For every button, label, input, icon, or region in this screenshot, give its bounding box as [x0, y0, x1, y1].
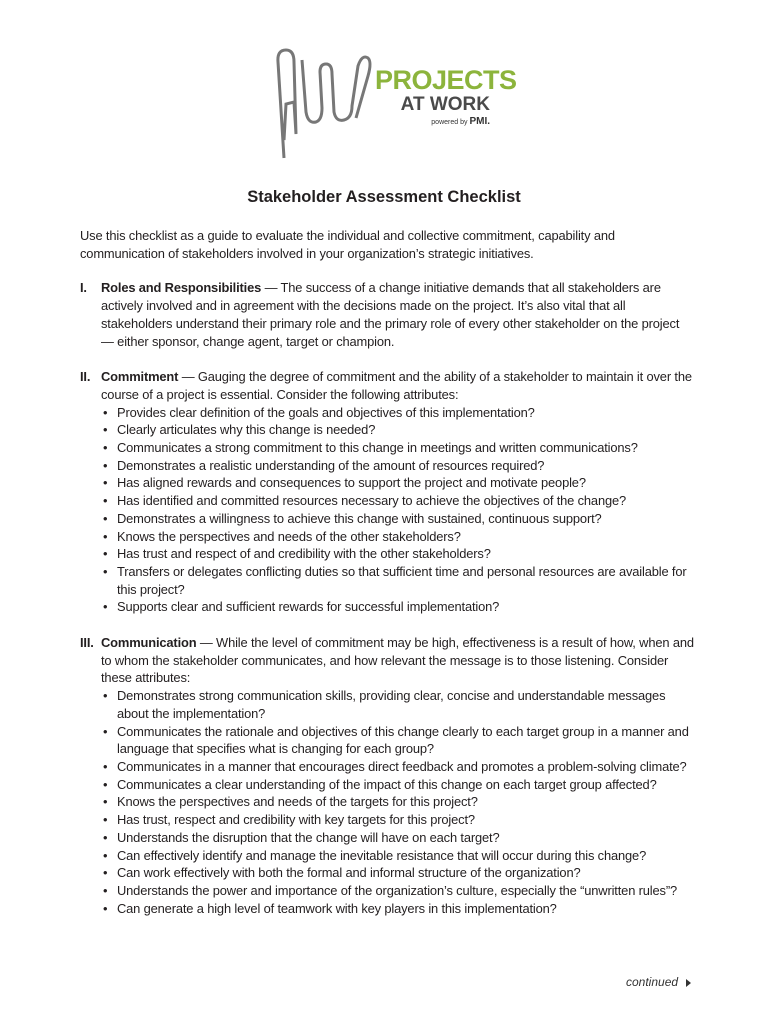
page-title: Stakeholder Assessment Checklist — [247, 188, 521, 206]
checklist-item: • Can generate a high level of teamwork with key players in this implementation? — [101, 900, 695, 918]
checklist-item: • Demonstrates a realistic understanding of the amount of resources required? — [101, 457, 695, 475]
checklist-item: • Can effectively identify and manage the inevitable resistance that will occur during this change? — [101, 847, 695, 865]
checklist-sections — [80, 279, 695, 917]
checklist-item: • Communicates a clear understanding of the impact of this change on each target group affected? — [101, 776, 695, 794]
checklist-item: • Knows the perspectives and needs of the other stakeholders? — [101, 528, 695, 546]
checklist-item: • Can work effectively with both the formal and informal structure of the organization? — [101, 864, 695, 882]
checklist-item: • Understands the power and importance of the organization’s culture, especially the “unwritten rules”? — [101, 882, 695, 900]
powered-by — [375, 116, 490, 129]
continued-label: continued — [626, 975, 679, 989]
checklist-item: • Demonstrates strong communication skills, providing clear, concise and understandable messages about the implementation? — [101, 687, 695, 722]
logo-at-work-text: AT WORK — [400, 94, 490, 115]
section-numeral: III. — [80, 635, 94, 651]
checklist-item: • Understands the disruption that the change will have on each target? — [101, 829, 695, 847]
section-text: — Gauging the degree of commitment and the ability of a stakeholder to maintain it over the course of a project is essential. Consider the following attributes: — [101, 369, 692, 402]
checklist-item: • Has identified and committed resources necessary to achieve the objectives of the change? — [101, 492, 695, 510]
checklist-item: • Clearly articulates why this change is needed? — [101, 421, 695, 439]
continued-arrow-icon — [686, 979, 691, 987]
checklist-item: • Supports clear and sufficient rewards for successful implementation? — [101, 598, 695, 616]
logo-wordmark — [375, 65, 517, 129]
section-paragraph — [101, 368, 695, 403]
checklist-item: • Transfers or delegates conflicting duties so that sufficient time and personal resources are available for this project? — [101, 563, 695, 598]
pmi-logo-text: PMI. — [469, 116, 490, 127]
section-numeral: II. — [80, 369, 91, 385]
checklist-items — [101, 687, 695, 917]
section-heading: Roles and Responsibilities — [101, 280, 262, 296]
checklist-item: • Knows the perspectives and needs of the targets for this project? — [101, 793, 695, 811]
checklist-item: • Has trust, respect and credibility with key targets for this project? — [101, 811, 695, 829]
section-heading: Communication — [101, 635, 197, 651]
logo-projects-text: PROJECTS — [375, 65, 517, 95]
checklist-items — [101, 404, 695, 616]
section-numeral: I. — [80, 280, 87, 296]
checklist-item: • Has aligned rewards and consequences to support the project and motivate people? — [101, 474, 695, 492]
checklist-section — [80, 634, 695, 917]
section-text: — The success of a change initiative demands that all stakeholders are actively involved and in agreement with the decisions made on the project. It’s also vital that all stakeholders understand their primary role and the primary role of every other stakeholder on the project — either sponsor, change agent, target or champion. — [101, 280, 680, 349]
checklist-section — [80, 279, 695, 350]
intro-paragraph: Use this checklist as a guide to evaluate the individual and collective commitment, capability and communication of stakeholders involved in your organization’s strategic initiatives. — [80, 228, 615, 261]
section-paragraph — [101, 634, 695, 687]
section-heading: Commitment — [101, 369, 179, 385]
checklist-item: • Communicates a strong commitment to this change in meetings and written communications? — [101, 439, 695, 457]
checklist-item: • Communicates in a manner that encourages direct feedback and promotes a problem-solving climate? — [101, 758, 695, 776]
document-body — [80, 227, 695, 935]
section-paragraph — [101, 279, 695, 350]
checklist-section — [80, 368, 695, 616]
checklist-item: • Demonstrates a willingness to achieve this change with sustained, continuous support? — [101, 510, 695, 528]
checklist-item: • Provides clear definition of the goals and objectives of this implementation? — [101, 404, 695, 422]
section-text: — While the level of commitment may be high, effectiveness is a result of how, when and to whom the stakeholder communicates, and how relevant the message is to those listening. Consider these attributes: — [101, 635, 694, 686]
paperclip-logo-icon — [272, 42, 382, 162]
powered-by-text: powered by — [431, 119, 468, 126]
checklist-item: • Communicates the rationale and objectives of this change clearly to each target group in a manner and language that specifies what is changing for each group? — [101, 723, 695, 758]
checklist-item: • Has trust and respect of and credibility with the other stakeholders? — [101, 545, 695, 563]
